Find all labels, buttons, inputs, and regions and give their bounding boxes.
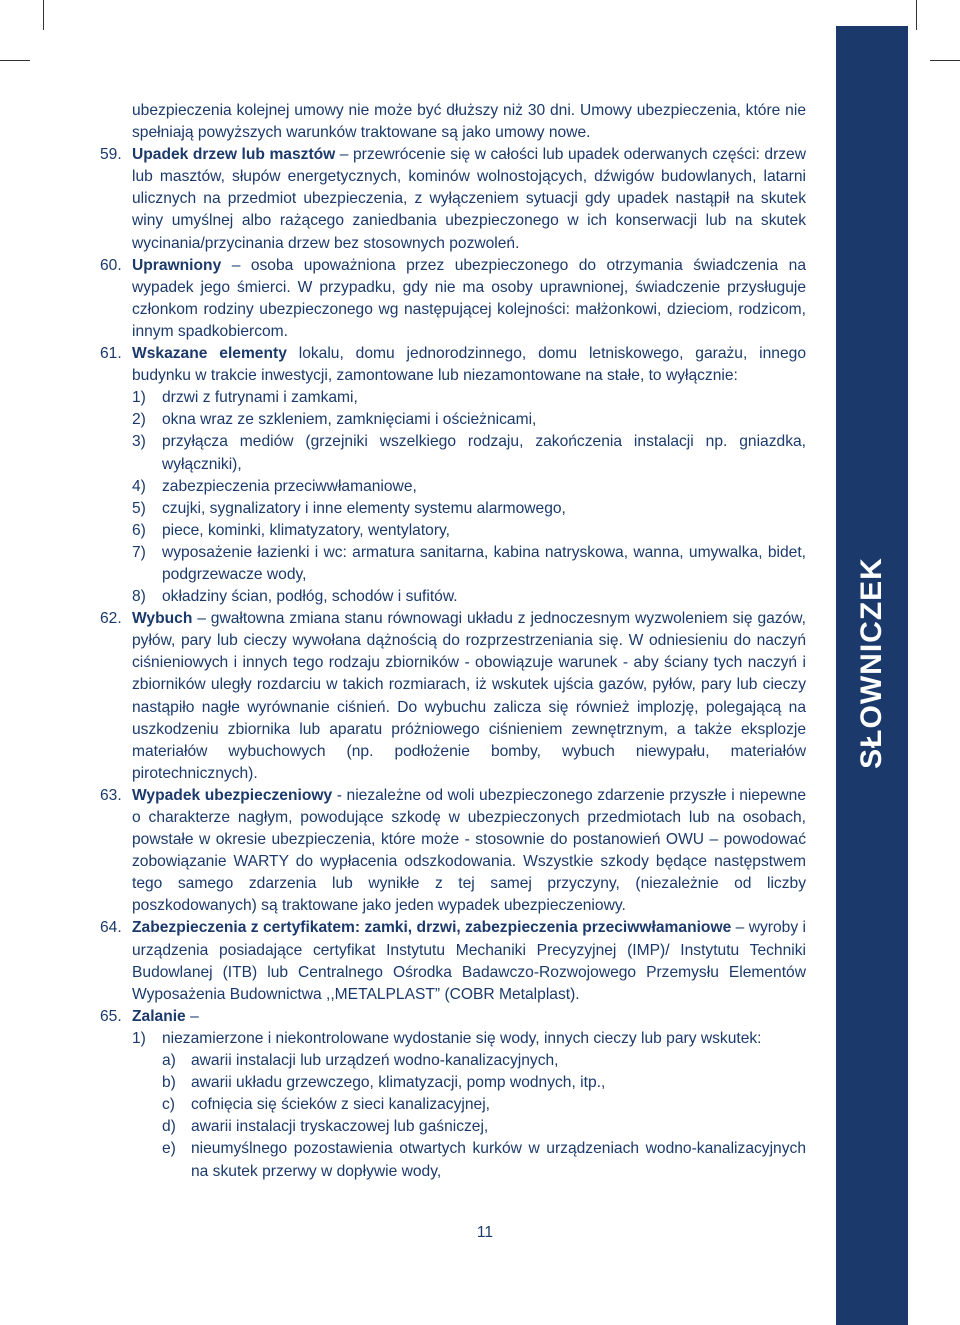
crop-mark [43,0,44,30]
sublist-item [100,1050,806,1072]
entry-term: Uprawniony [132,256,222,274]
glossary-entry-61 [100,343,806,387]
entry-text: - niezależne od woli ubezpieczonego zdarzenie przyszłe i niepewne o charakterze nagłym, powodujące szkodę w ubezpieczonych przedmiotach lub na osobach, powstałe w okresie ubezpieczenia, które może - stosownie do postanowień OWU – powodować zobowiązanie WARTY do wypłacenia odszkodowania. Wszystkie szkody będące następstwem tego samego zdarzenia lub wynikłe z tej samej przyczyny, (niezależnie od liczby poszkodowanych) są traktowane jako jeden wypadek ubezpieczeniowy. [132,786,807,915]
glossary-content [100,100,806,1183]
sublist-item-letter: e) [162,1140,176,1158]
list-item-number: 5) [132,499,146,517]
sublist-item-text: nieumyślnego pozostawienia otwartych kurków w urządzeniach wodno-kanalizacyjnych na skutek przerwy w dopływie wody, [191,1140,806,1180]
list-item [100,387,806,409]
glossary-entry-65 [100,1006,806,1028]
glossary-entry-59 [100,144,806,254]
crop-mark [0,60,30,61]
glossary-entry-63 [100,785,806,918]
entry-text: lokalu, domu jednorodzinnego, domu letniskowego, garażu, innego budynku w trakcie inwestycji, zamontowane lub niezamontowane na stałe, to wyłącznie: [132,345,806,385]
sublist-item [100,1072,806,1094]
crop-mark [916,0,917,30]
entry-text: – [185,1007,199,1025]
crop-mark [930,60,960,61]
list-item-text: wyposażenie łazienki i wc: armatura sanitarna, kabina natryskowa, wanna, umywalka, bidet, podgrzewacze wody, [162,543,806,583]
sublist-item-letter: a) [162,1052,176,1070]
entry-number: 65. [100,1007,122,1025]
list-item-text: przyłącza mediów (grzejniki wszelkiego rodzaju, zakończenia instalacji np. gniazdka, wyłączniki), [162,433,806,473]
sublist-item-text: awarii instalacji lub urządzeń wodno-kanalizacyjnych, [191,1052,559,1070]
entry-number: 61. [100,345,122,363]
list-item-text: okna wraz ze szkleniem, zamknięciami i ościeżnicami, [162,411,537,429]
sublist-item-text: awarii instalacji tryskaczowej lub gaśniczej, [191,1118,489,1136]
list-item-number: 6) [132,521,146,539]
entry-term: Wybuch [132,610,193,628]
glossary-entry-62 [100,608,806,785]
entry-number: 62. [100,610,122,628]
intro-paragraph: ubezpieczenia kolejnej umowy nie może być dłuższy niż 30 dni. Umowy ubezpieczenia, które nie spełniają powyższych warunków traktowane są jako umowy nowe. [132,102,806,142]
sublist-item-text: cofnięcia się ścieków z sieci kanalizacyjnej, [191,1096,491,1114]
entry-text: – osoba upoważniona przez ubezpieczonego do otrzymania świadczenia na wypadek jego śmierci. W przypadku, gdy nie ma osoby uprawnionej, świadczenie przysługuje członkom rodziny ubezpieczonego wg następującej kolejności: małżonkowi, dzieciom, rodzicom, innym spadkobiercom. [132,256,806,340]
list-item-text: piece, kominki, klimatyzatory, wentylatory, [162,521,450,539]
list-item-text: czujki, sygnalizatory i inne elementy systemu alarmowego, [162,499,566,517]
sublist-item [100,1138,806,1182]
list-item [100,1028,806,1050]
entry-term: Zabezpieczenia z certyfikatem: zamki, drzwi, zabezpieczenia przeciwwłamaniowe [132,919,732,937]
entry-text: – gwałtowna zmiana stanu równowagi układu z jednoczesnym wyzwoleniem się gazów, pyłów, pary lub cieczy wywołana dążnością do rozprzestrzeniania się. W odniesieniu do naczyń ciśnieniowych i innych tego rodzaju zbiorników - obowiązuje warunek - aby ściany tych naczyń i zbiorników uległy rozdarciu w takich rozmiarach, iż wskutek ujścia gazów, pyłów, pary lub cieczy nastąpiło nagłe wyrównanie ciśnień. Do wybuchu zalicza się również implozję, polegającą na uszkodzeniu zbiornika lub aparatu próżniowego ciśnieniem zewnętrznym, a także eksplozje materiałów wybuchowych (np. podłożenie bomby, wybuch niewypału, materiałów pirotechnicznych). [132,610,806,782]
entry-number: 60. [100,256,122,274]
list-item [100,498,806,520]
page-number: 11 [476,1224,494,1241]
list-item-number: 3) [132,433,146,451]
entry-term: Wskazane elementy [132,345,287,363]
list-item [100,542,806,586]
list-item-number: 2) [132,411,146,429]
list-item [100,409,806,431]
list-item-number: 7) [132,543,146,561]
list-item-number: 4) [132,477,146,495]
glossary-entry-60 [100,255,806,343]
section-title: SŁOWNICZEK [855,557,888,769]
glossary-entry-64 [100,917,806,1005]
entry-term: Zalanie [132,1007,186,1025]
sublist-item-letter: d) [162,1118,176,1136]
list-item-number: 1) [132,1029,146,1047]
list-item-number: 1) [132,389,146,407]
list-item-number: 8) [132,588,146,606]
entry-term: Upadek drzew lub masztów [132,146,336,164]
list-item [100,586,806,608]
list-item-text: niezamierzone i niekontrolowane wydostanie się wody, innych cieczy lub pary wskutek: [162,1029,762,1047]
sublist-item-letter: b) [162,1074,176,1092]
sublist-item [100,1094,806,1116]
list-item [100,476,806,498]
entry-text: – przewrócenie się w całości lub upadek oderwanych części: drzew lub masztów, słupów energetycznych, kominów wolnostojących, dźwigów budowlanych, latarni ulicznych na przedmiot ubezpieczenia, z wyłączeniem sytuacji gdy upadek nastąpił na skutek winy umyślnej albo rażącego zaniedbania ubezpieczonego w ich konserwacji lub na skutek wycinania/przycinania drzew bez stosownych pozwoleń. [132,146,806,252]
list-item [100,431,806,475]
sublist-item [100,1116,806,1138]
list-item-text: drzwi z futrynami i zamkami, [162,389,358,407]
sublist-item-letter: c) [162,1096,175,1114]
entry-text: – wyroby i urządzenia posiadające certyfikat Instytutu Mechaniki Precyzyjnej (IMP)/ Instytutu Techniki Budowlanej (ITB) lub Centralnego Ośrodka Badawczo-Rozwojowego Przemysłu Elementów Wyposażenia Budownictwa ,,METALPLAST” (COBR Metalplast). [132,919,807,1003]
list-item [100,520,806,542]
entry-number: 63. [100,786,122,804]
entry-number: 59. [100,146,122,164]
list-item-text: okładziny ścian, podłóg, schodów i sufitów. [162,588,458,606]
entry-number: 64. [100,919,122,937]
entry-term: Wypadek ubezpieczeniowy [132,786,333,804]
list-item-text: zabezpieczenia przeciwwłamaniowe, [162,477,417,495]
sublist-item-text: awarii układu grzewczego, klimatyzacji, pomp wodnych, itp., [191,1074,606,1092]
